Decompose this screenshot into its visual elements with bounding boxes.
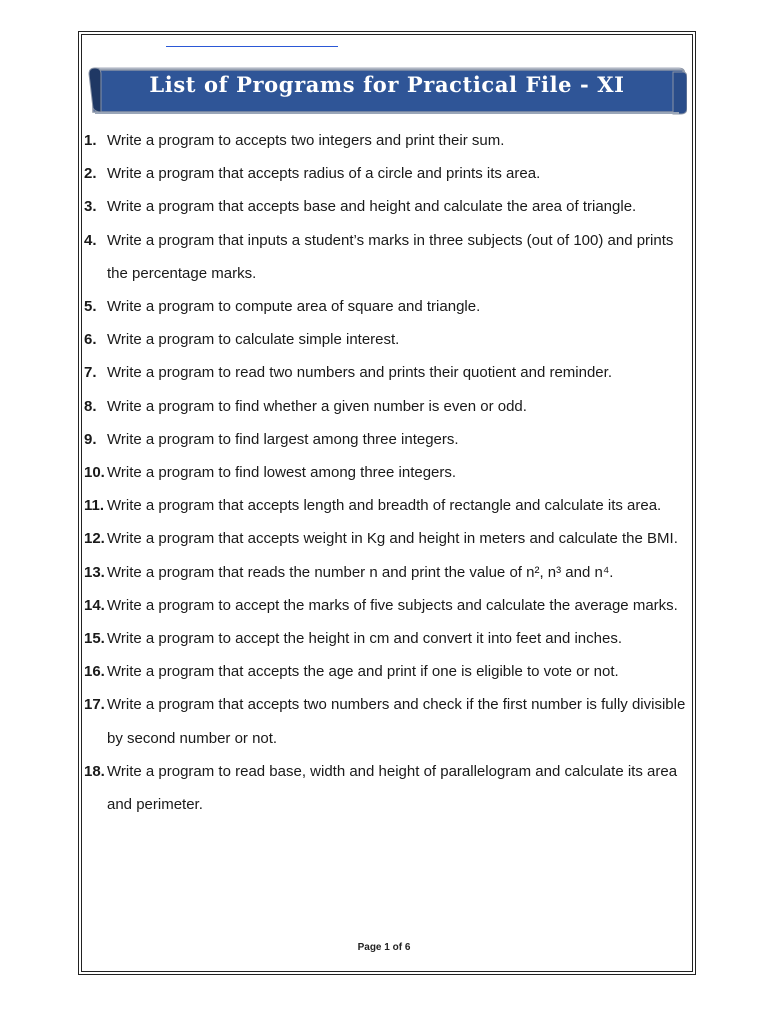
item-number: 15. [84,630,105,648]
item-number: 4. [84,231,97,249]
item-number: 10. [84,464,105,482]
list-item [84,755,690,821]
item-number: 6. [84,331,97,349]
item-number: 3. [84,198,97,216]
list-item [84,589,690,622]
item-text: Write a program that accepts two numbers and check if the first number is fully divisible by second number or not. [107,696,686,747]
item-text: Write a program that accepts length and breadth of rectangle and calculate its area. [107,497,662,515]
item-number: 1. [84,132,97,149]
list-item [84,224,690,290]
page-title: List of Programs for Practical File - XI [149,72,625,97]
item-text: Write a program to compute area of square and triangle. [107,298,481,316]
list-item [84,356,690,389]
item-text: Write a program to calculate simple interest. [107,331,400,349]
item-text: Write a program that accepts the age and print if one is eligible to vote or not. [107,663,619,681]
item-text: Write a program that accepts weight in Kg and height in meters and calculate the BMI. [107,530,678,548]
item-text: Write a program that inputs a student’s marks in three subjects (out of 100) and prints the percentage marks. [107,231,674,282]
page-number: Page 1 of 6 [357,942,411,953]
item-number: 14. [84,596,105,614]
title-banner [87,60,687,116]
item-number: 5. [84,298,97,316]
list-item [84,688,690,754]
item-number: 16. [84,663,105,681]
list-item [84,423,690,456]
item-number: 17. [84,696,105,714]
hyperlink-underline [166,46,338,47]
list-item [84,622,690,655]
item-text: Write a program to find whether a given number is even or odd. [107,397,527,415]
list-item [84,489,690,522]
list-item [84,655,690,688]
item-text: Write a program to accept the marks of five subjects and calculate the average marks. [107,596,678,614]
list-item [84,190,690,223]
list-item [84,290,690,323]
item-text: Write a program to find lowest among three integers. [107,464,457,482]
item-number: 11. [84,497,105,515]
item-text: Write a program to find largest among three integers. [107,430,459,448]
item-text: Write a program that accepts radius of a circle and prints its area. [107,165,541,183]
item-text: Write a program that accepts base and height and calculate the area of triangle. [107,198,637,216]
item-number: 18. [84,762,105,780]
list-item [84,556,690,589]
item-number: 13. [84,563,105,581]
list-item [84,522,690,555]
item-text: Write a program to read two numbers and prints their quotient and reminder. [107,364,612,382]
item-number: 8. [84,397,97,415]
list-item [84,124,690,157]
item-number: 2. [84,165,97,183]
item-number: 12. [84,530,105,548]
item-number: 7. [84,364,97,382]
list-item [84,157,690,190]
program-list [84,124,690,821]
item-text: Write a program that reads the number n and print the value of n², n³ and n⁴. [107,563,614,581]
item-text: Write a program to accept the height in cm and convert it into feet and inches. [107,630,623,648]
item-text: Write a program to accepts two integers and print their sum. [107,132,505,149]
item-text: Write a program to read base, width and height of parallelogram and calculate its area and perimeter. [107,762,678,814]
list-item [84,390,690,423]
item-number: 9. [84,430,97,448]
list-item [84,323,690,356]
list-item [84,456,690,489]
